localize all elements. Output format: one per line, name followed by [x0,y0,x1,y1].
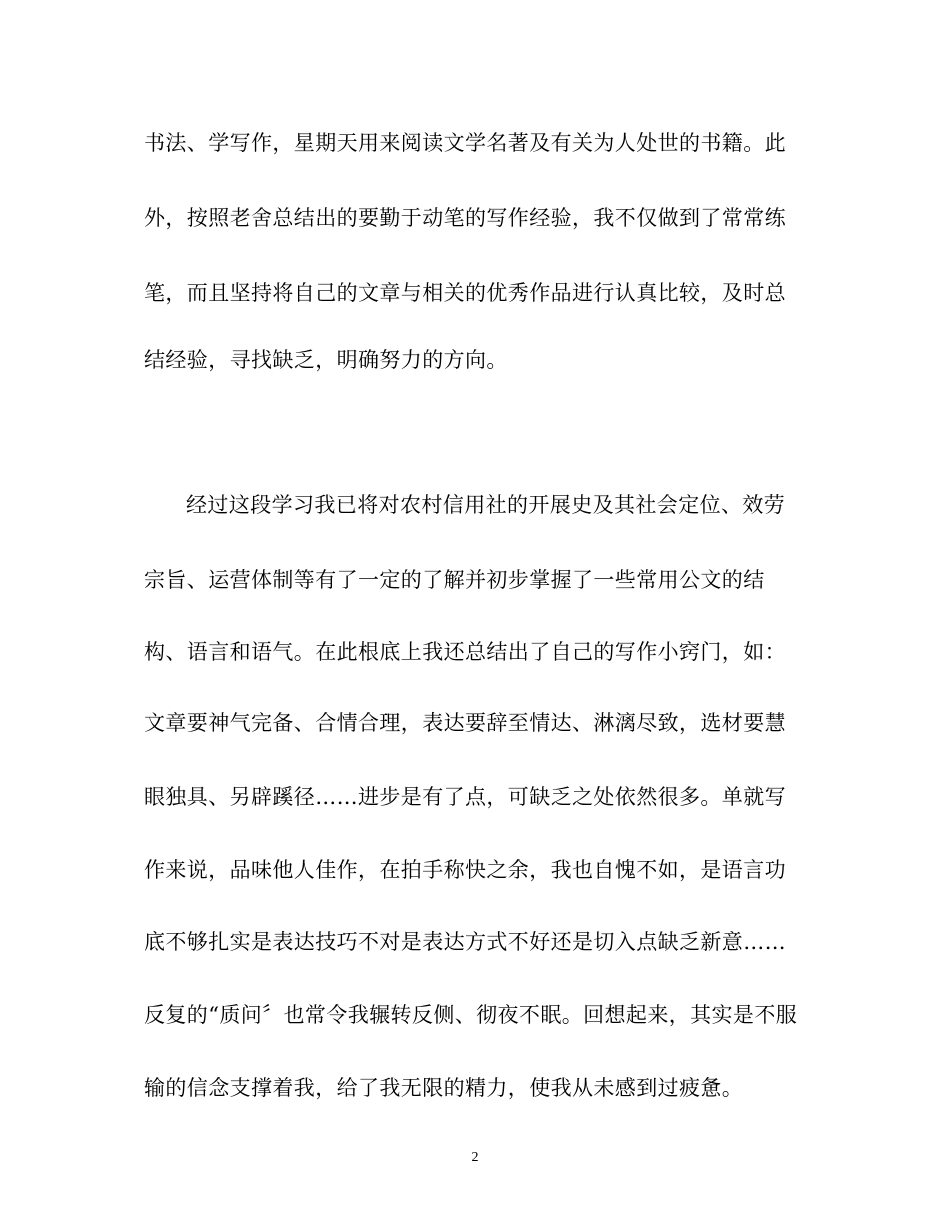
text-line: 输的信念支撑着我，给了我无限的精力，使我从未感到过疲惫。 [144,1076,744,1100]
text-line: 书法、学写作，星期天用来阅读文学名著及有关为人处世的书籍。此 [144,131,786,155]
text-line: 结经验，寻找缺乏，明确努力的方向。 [144,348,508,372]
text-line: 底不够扎实是表达技巧不对是表达方式不好还是切入点缺乏新意…… [144,930,786,954]
text-line: 笔，而且坚持将自己的文章与相关的优秀作品进行认真比较，及时总 [144,281,786,305]
text-line: 宗旨、运营体制等有了一定的了解并初步掌握了一些常用公文的结 [144,568,765,592]
text-line: 经过这段学习我已将对农村信用社的开展史及其社会定位、效劳 [186,493,786,517]
text-line: 作来说，品味他人佳作，在拍手称快之余，我也自愧不如，是语言功 [144,858,786,882]
text-line: 眼独具、另辟蹊径……进步是有了点，可缺乏之处依然很多。单就写 [144,785,786,809]
text-line: 构、语言和语气。在此根底上我还总结出了自己的写作小窍门，如： [144,640,786,664]
text-line: 文章要神气完备、合情合理，表达要辞至情达、淋漓尽致，选材要慧 [144,711,786,735]
page-number: 2 [471,1150,479,1165]
text-line: 外，按照老舍总结出的要勤于动笔的写作经验，我不仅做到了常常练 [144,206,786,230]
text-line: 反复的“质问〞也常令我辗转反侧、彻夜不眠。回想起来，其实是不服 [144,1003,798,1027]
